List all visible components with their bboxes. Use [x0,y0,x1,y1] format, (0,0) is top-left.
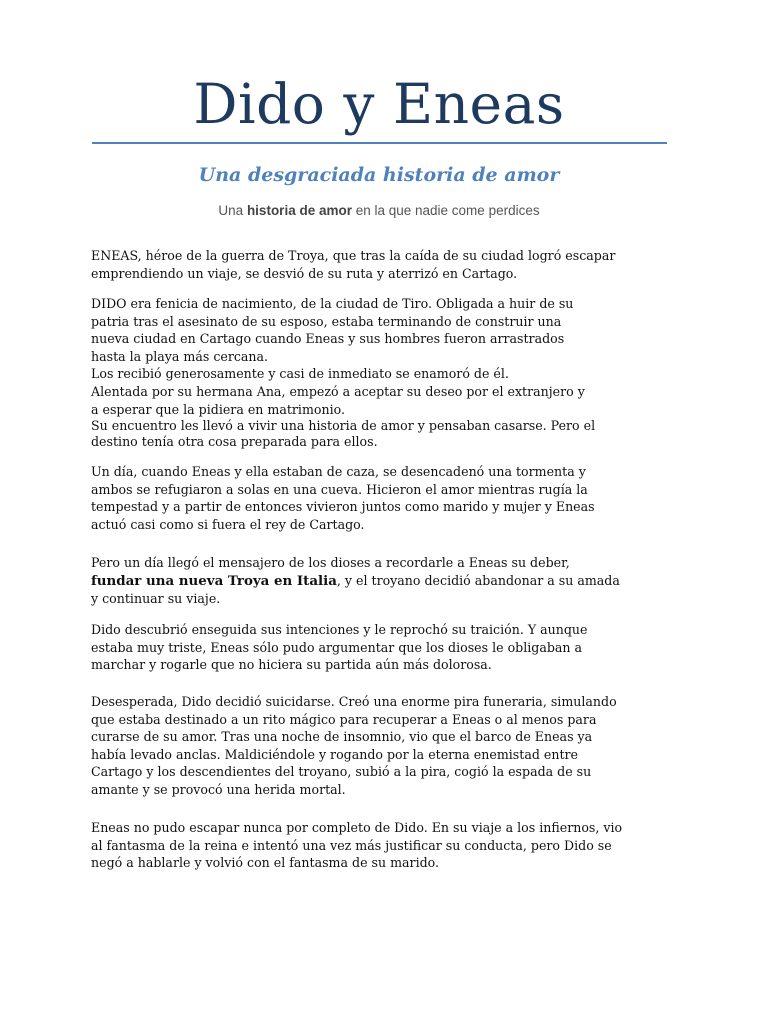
tagline [0,201,758,221]
text-fragment: , y el troyano decidió abandonar a su amada [336,572,620,588]
tagline-text-before: Una [218,203,247,218]
text-line: que estaba destinado a un rito mágico para recuperar a Eneas o al menos para [91,711,597,727]
text-line: hasta la playa más cercana. [91,348,269,364]
text-line: patria tras el asesinato de su esposo, estaba terminando de construir una [91,313,562,329]
text-line: Un día, cuando Eneas y ella estaban de caza, se desencadenó una tormenta y [91,464,586,479]
text-line: nueva ciudad en Cartago cuando Eneas y sus hombres fueron arrastrados [91,331,565,347]
bold-phrase: fundar una nueva Troya en Italia [91,572,337,589]
paragraph-eneas [91,247,681,282]
text-line: Dido descubrió enseguida sus intenciones y le reprochó su traición. Y aunque [91,622,588,637]
paragraph-traicion [91,621,681,674]
page-subtitle: Una desgraciada historia de amor [198,164,560,186]
paragraph-dido [91,295,681,449]
text-line: estaba muy triste, Eneas sólo pudo argumentar que los dioses le obligaban a [91,639,583,655]
text-line: tempestad y a partir de entonces vivieron juntos como marido y mujer y Eneas [91,499,595,515]
tagline-bold-text: historia de amor [246,203,352,218]
text-line: ambos se refugiaron a solas en una cueva. Hicieron el amor mientras rugía la [91,481,588,497]
text-line: Su encuentro les llevó a vivir una historia de amor y pensaban casarse. Pero el [91,418,596,434]
paragraph-suicidio [91,693,681,799]
text-line: Desesperada, Dido decidió suicidarse. Creó una enorme pira funeraria, simulando [91,694,617,709]
text-line: curarse de su amor. Tras una noche de insomnio, vio que el barco de Eneas ya [91,729,593,745]
text-line: Eneas no pudo escapar nunca por completo de Dido. En su viaje a los infiernos, vio [91,820,623,835]
text-line: actuó casi como si fuera el rey de Cartago. [91,516,365,532]
text-line: negó a hablarle y volvió con el fantasma de su marido. [91,855,440,871]
text-line: DIDO era fenicia de nacimiento, de la ciudad de Tiro. Obligada a huir de su [91,296,574,311]
text-line: emprendiendo un viaje, se desvió de su ruta y aterrizó en Cartago. [91,265,518,281]
text-line: ENEAS, héroe de la guerra de Troya, que tras la caída de su ciudad logró escapar [91,248,616,263]
text-line: y continuar su viaje. [91,591,221,607]
text-line: había levado anclas. Maldiciéndole y rogando por la eterna enemistad entre [91,746,578,762]
text-line: Los recibió generosamente y casi de inmediato se enamoró de él. [91,366,509,382]
text-line [91,572,681,591]
title-underline [92,142,667,144]
text-line: a esperar que la pidiera en matrimonio. [91,401,345,417]
text-line: amante y se provocó una herida mortal. [91,781,346,797]
text-line: marchar y rogarle que no hiciera su partida aún más dolorosa. [91,657,492,673]
text-line: Pero un día llegó el mensajero de los dioses a recordarle a Eneas su deber, [91,555,570,570]
paragraph-mensajero [91,554,681,608]
text-line: destino tenía otra cosa preparada para ellos. [91,433,378,449]
text-line: al fantasma de la reina e intentó una vez más justificar su conducta, pero Dido se [91,837,612,853]
tagline-text-after: en la que nadie come perdices [351,203,540,218]
page-title: Dido y Eneas [193,72,565,136]
paragraph-tormenta [91,463,681,533]
text-line: Alentada por su hermana Ana, empezó a aceptar su deseo por el extranjero y [91,383,585,399]
paragraph-infiernos [91,819,681,872]
text-line: Cartago y los descendientes del troyano, subió a la pira, cogió la espada de su [91,764,592,780]
